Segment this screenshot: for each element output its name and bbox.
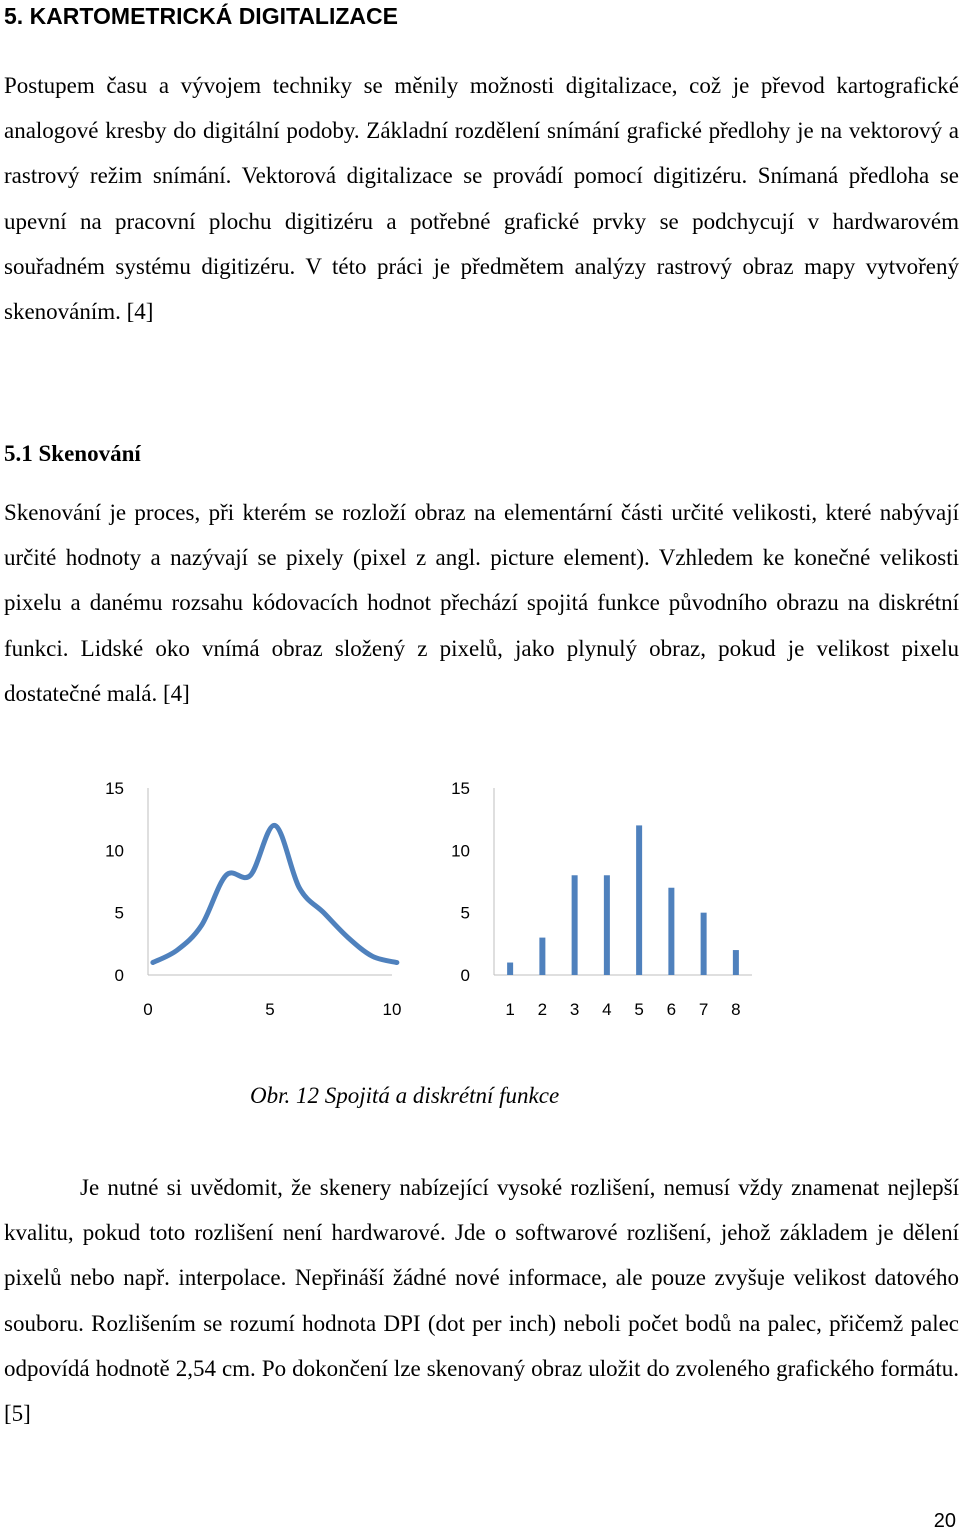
chart1-y-tick-label: 10 [105,841,124,861]
chart2-bar-1 [507,963,513,975]
chart2-bar-6 [668,888,674,975]
chart2-y-tick-label: 0 [460,966,470,985]
chart2-bar-4 [604,875,610,975]
chart1-x-tick-label: 5 [265,1000,275,1019]
page-number: 20 [933,1510,956,1532]
chart2-x-tick-label: 6 [666,1000,677,1019]
paragraph-intro: Postupem času a vývojem techniky se měnily možnosti digitalizace, což je převod kartografické analogové kresby do digitální podoby. Základní rozdělení snímání grafické předlohy je na vektorový a rastrový režim snímání. Vektorová digitalizace se provádí pomocí digitizéru. Snímaná předloha se upevní na pracovní plochu digitizéru a potřebné grafické prvky se podchycují v hardwarovém souřadném systému digitizéru. V této práci je předmětem analýzy rastrový obraz mapy vytvořený skenováním. [4] [4,73,959,325]
chart2-bar-7 [701,913,707,975]
chapter-heading: 5. KARTOMETRICKÁ DIGITALIZACE [4,3,398,29]
chart2-x-tick-label: 8 [731,1000,741,1019]
chart2-bar-8 [733,950,739,975]
chart2-x-tick-label: 7 [698,1000,709,1019]
chart1-x-tick-label: 0 [143,1000,153,1019]
chart1-y-tick-label: 5 [114,903,124,923]
chart2-y-tick-label: 10 [451,841,470,861]
paragraph-scanning: Skenování je proces, při kterém se rozloží obraz na elementární části určité velikosti, které nabývají určité hodnoty a nazývají se pixely (pixel z angl. picture element). Vzhledem ke konečné velikosti pixelu a danému rozsahu kódovacích hodnot přechází spojitá funkce původního obrazu na diskrétní funkci. Lidské oko vnímá obraz složený z pixelů, jako plynulý obraz, pokud je velikost pixelu dostatečné malá. [4] [4,500,959,706]
section-heading: 5.1 Skenování [4,441,141,466]
chart1-x-tick-label: 10 [382,1000,402,1019]
chart2-y-tick-label: 5 [460,903,470,923]
figure-charts [0,760,960,1030]
chart2-x-tick-label: 2 [537,1000,548,1019]
figure-caption: Obr. 12 Spojitá a diskrétní funkce [250,1083,560,1108]
chart2-bar-2 [539,938,545,975]
chart2-x-tick-label: 4 [602,1000,612,1019]
chart2-x-tick-label: 3 [569,1000,580,1019]
chart2-x-tick-label: 1 [505,1000,515,1019]
chart1-series-line [153,825,397,962]
chart2-x-tick-label: 5 [634,1000,644,1019]
chart2-bar-5 [636,825,642,975]
chart2-y-tick-label: 15 [451,779,470,798]
chart1-y-tick-label: 15 [105,779,124,798]
chart2-bar-3 [572,875,578,975]
paragraph-resolution: Je nutné si uvědomit, že skenery nabízející vysoké rozlišení, nemusí vždy znamenat nejlepší kvalitu, pokud toto rozlišení není hardwarové. Jde o softwarové rozlišení, jehož základem je dělení pixelů nebo např. interpolace. Nepřináší žádné nové informace, ale pouze zvyšuje velikost datového souboru. Rozlišením se rozumí hodnota DPI (dot per inch) neboli počet bodů na palec, přičemž palec odpovídá hodnotě 2,54 cm. Po dokončení lze skenovaný obraz uložit do zvoleného grafického formátu. [5] [4,1175,959,1427]
chart1-y-tick-label: 0 [114,966,124,985]
